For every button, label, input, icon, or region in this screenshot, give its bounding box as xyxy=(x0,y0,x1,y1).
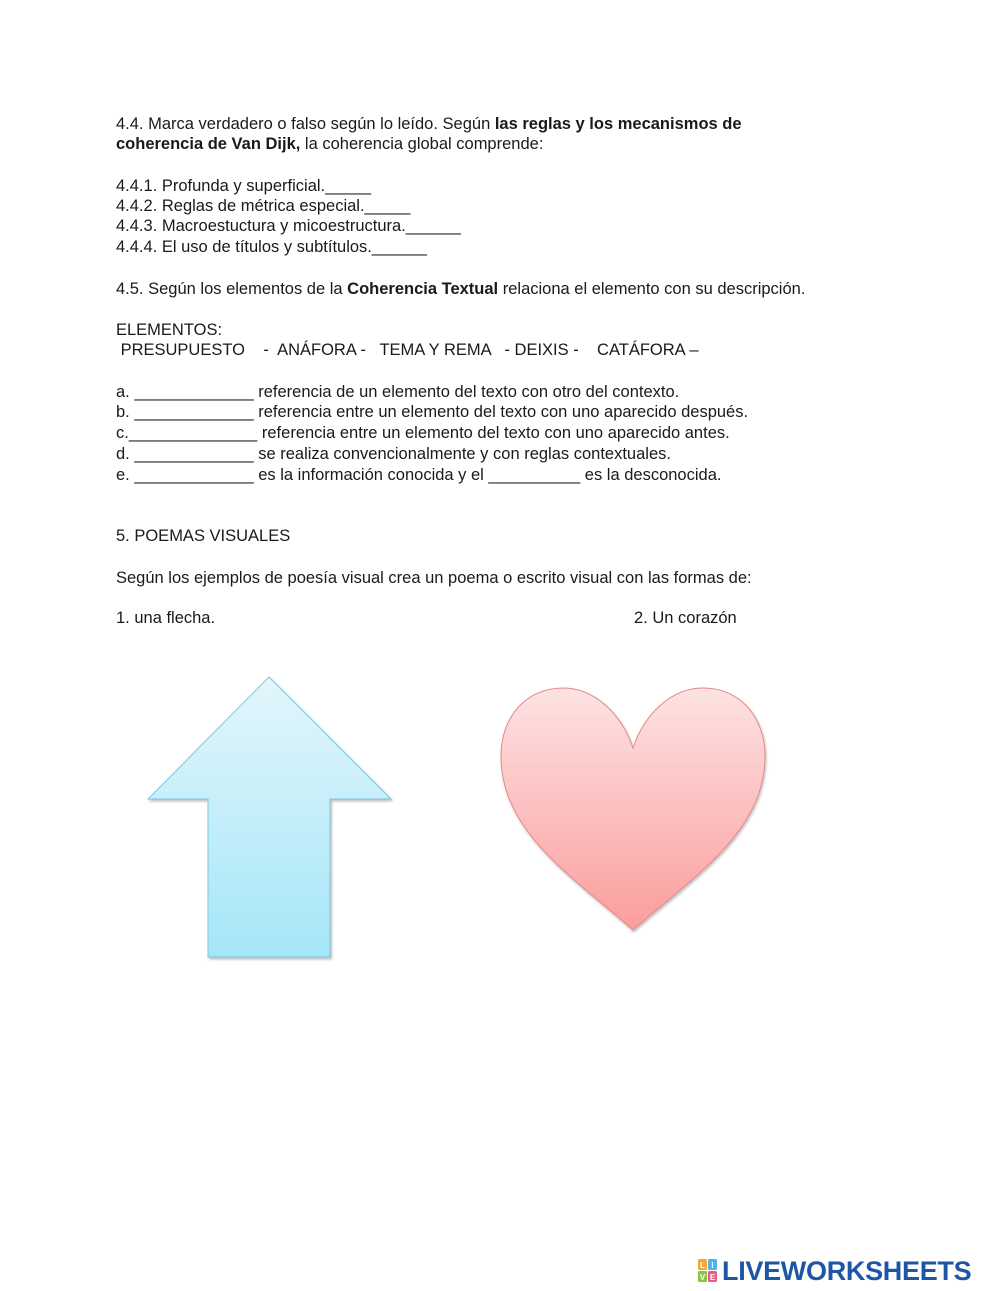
q45-item: c.______________ referencia entre un elemento del texto con uno aparecido antes. xyxy=(116,424,730,442)
q45-item: e. _____________ es la información conocida y el __________ es la desconocida. xyxy=(116,466,722,484)
arrow-shape[interactable] xyxy=(140,670,400,965)
q5-shape1-label: 1. una flecha. xyxy=(116,609,216,627)
logo-letter: I xyxy=(711,1261,714,1270)
heart-icon xyxy=(501,688,765,930)
q44-intro-bold-2: coherencia de Van Dijk, xyxy=(116,135,301,153)
q44-item: 4.4.2. Reglas de métrica especial._____ xyxy=(116,197,411,215)
q45-intro xyxy=(116,279,805,299)
q44-intro-text-2: la coherencia global comprende: xyxy=(300,135,544,153)
q45-item: b. _____________ referencia entre un elemento del texto con uno aparecido después. xyxy=(116,403,749,421)
q45-intro-bold: Coherencia Textual xyxy=(347,280,499,298)
q45-item: d. _____________ se realiza convencionalmente y con reglas contextuales. xyxy=(116,445,671,463)
q44-intro-bold-1: las reglas y los mecanismos de xyxy=(494,115,742,133)
q45-elements-label: ELEMENTOS: xyxy=(116,321,223,339)
q44-intro-line-2 xyxy=(116,134,543,154)
q45-item: a. _____________ referencia de un elemento del texto con otro del contexto. xyxy=(116,383,680,401)
q45-intro-text-2: relaciona el elemento con su descripción. xyxy=(498,280,806,298)
logo-letter: V xyxy=(699,1273,706,1282)
heart-shape[interactable] xyxy=(493,682,773,937)
q5-shape2-label: 2. Un corazón xyxy=(634,609,737,627)
q5-instruction: Según los ejemplos de poesía visual crea un poema o escrito visual con las formas de: xyxy=(116,569,752,587)
q44-item: 4.4.1. Profunda y superficial._____ xyxy=(116,177,372,195)
q5-title: 5. POEMAS VISUALES xyxy=(116,527,291,545)
liveworksheets-logo-icon xyxy=(697,1258,719,1284)
q44-intro-line-1 xyxy=(116,114,742,134)
logo-letter: E xyxy=(709,1273,716,1282)
q44-intro-text: 4.4. Marca verdadero o falso según lo leído. Según xyxy=(116,115,495,133)
q45-intro-text: 4.5. Según los elementos de la xyxy=(116,280,348,298)
liveworksheets-brand-text: LIVEWORKSHEETS xyxy=(722,1255,972,1286)
liveworksheets-logo xyxy=(697,1255,971,1287)
arrow-up-icon xyxy=(148,677,391,957)
q44-item: 4.4.4. El uso de títulos y subtítulos.______ xyxy=(116,238,427,256)
logo-letter: L xyxy=(700,1261,705,1270)
q45-elements-list: PRESUPUESTO - ANÁFORA - TEMA Y REMA - DEIXIS - CATÁFORA – xyxy=(116,341,699,359)
q44-item: 4.4.3. Macroestuctura y micoestructura.______ xyxy=(116,217,461,235)
